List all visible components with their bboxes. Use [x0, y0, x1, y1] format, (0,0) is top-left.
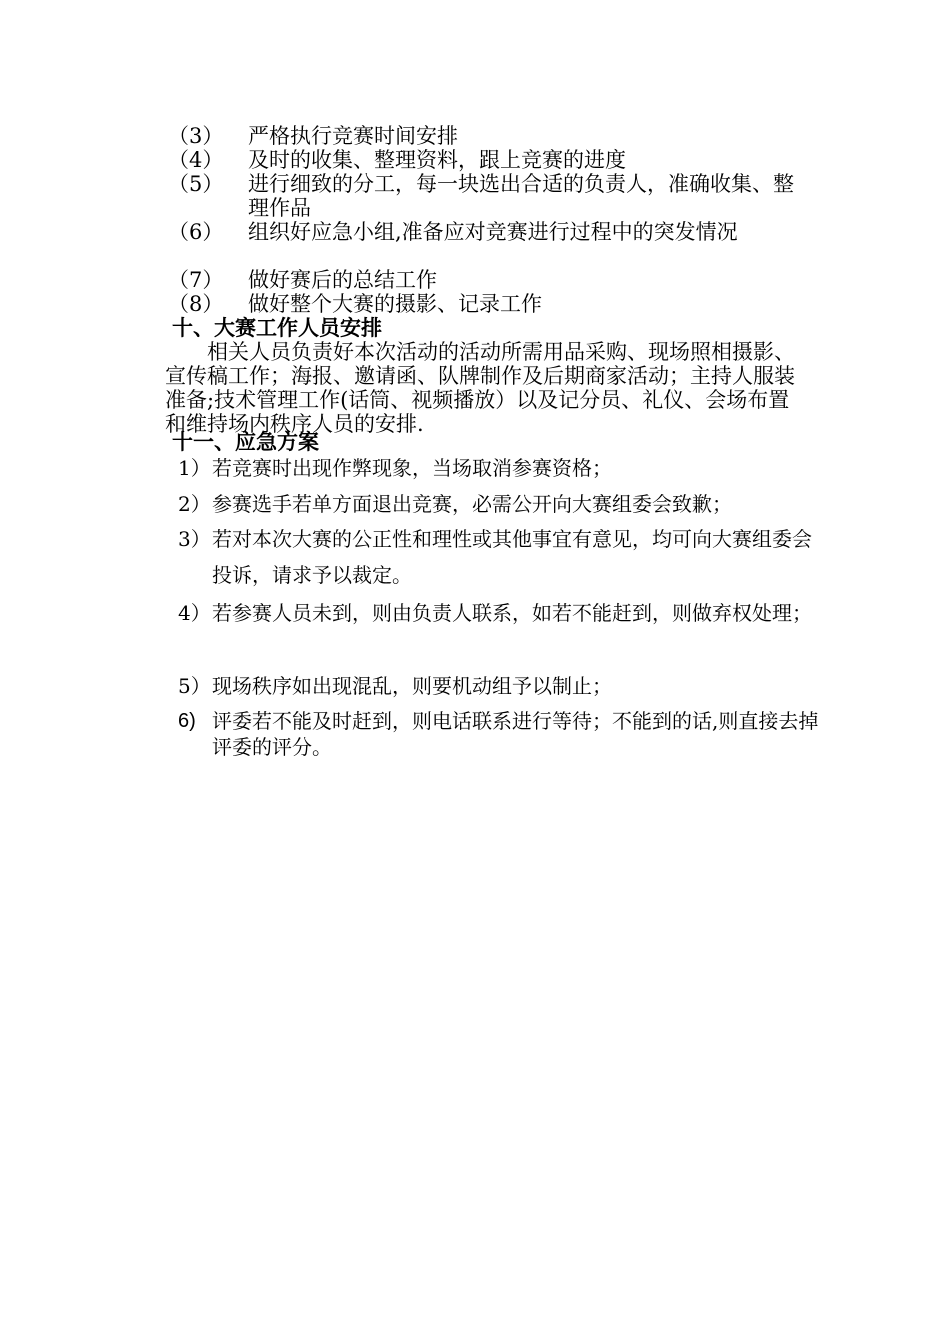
measure-number: （6）: [168, 220, 224, 244]
section-body-staff: 相关人员负责好本次活动的活动所需用品采购、现场照相摄影、宣传稿工作；海报、邀请函、队牌制作及后期商家活动；主持人服装准备;技术管理工作(话筒、视频播放）以及记分员、礼仪、会场布置和维持场内秩序人员的安排.: [165, 340, 795, 436]
measure-number: （3）: [168, 124, 224, 148]
emergency-text: 参赛选手若单方面退出竞赛，必需公开向大赛组委会致歉；: [212, 492, 732, 516]
measure-text: 做好整个大赛的摄影、记录工作: [248, 292, 542, 316]
measure-text: 严格执行竞赛时间安排: [248, 124, 458, 148]
measure-number: （4）: [168, 148, 224, 172]
section-heading-staff: 十、大赛工作人员安排: [172, 315, 382, 340]
emergency-number: 4）: [178, 601, 211, 625]
measure-text: 组织好应急小组,准备应对竞赛进行过程中的突发情况: [248, 220, 738, 244]
measure-text: 及时的收集、整理资料，跟上竞赛的进度: [248, 148, 626, 172]
emergency-text: 若对本次大赛的公正性和理性或其他事宜有意见，均可向大赛组委会投诉，请求予以裁定。: [212, 527, 812, 587]
emergency-text: 若参赛人员未到，则由负责人联系，如若不能赶到，则做弃权处理；: [212, 601, 812, 625]
emergency-number: 3）: [178, 527, 211, 551]
measure-number: （5）: [168, 172, 224, 196]
measure-text: 做好赛后的总结工作: [248, 268, 437, 292]
emergency-number: 6): [178, 710, 196, 732]
measure-number: （8）: [168, 292, 224, 316]
emergency-number: 5）: [178, 674, 211, 698]
measure-number: （7）: [168, 268, 224, 292]
emergency-text: 若竞赛时出现作弊现象，当场取消参赛资格；: [212, 456, 612, 480]
section-heading-emergency: 十一、应急方案: [172, 429, 319, 454]
emergency-text: 评委若不能及时赶到，则电话联系进行等待；不能到的话,则直接去掉评委的评分。: [212, 709, 819, 759]
emergency-text: 现场秩序如出现混乱，则要机动组予以制止；: [212, 674, 612, 698]
emergency-number: 2）: [178, 492, 211, 516]
measure-text: 进行细致的分工，每一块选出合适的负责人，准确收集、整理作品: [248, 172, 794, 220]
emergency-number: 1）: [178, 456, 211, 480]
